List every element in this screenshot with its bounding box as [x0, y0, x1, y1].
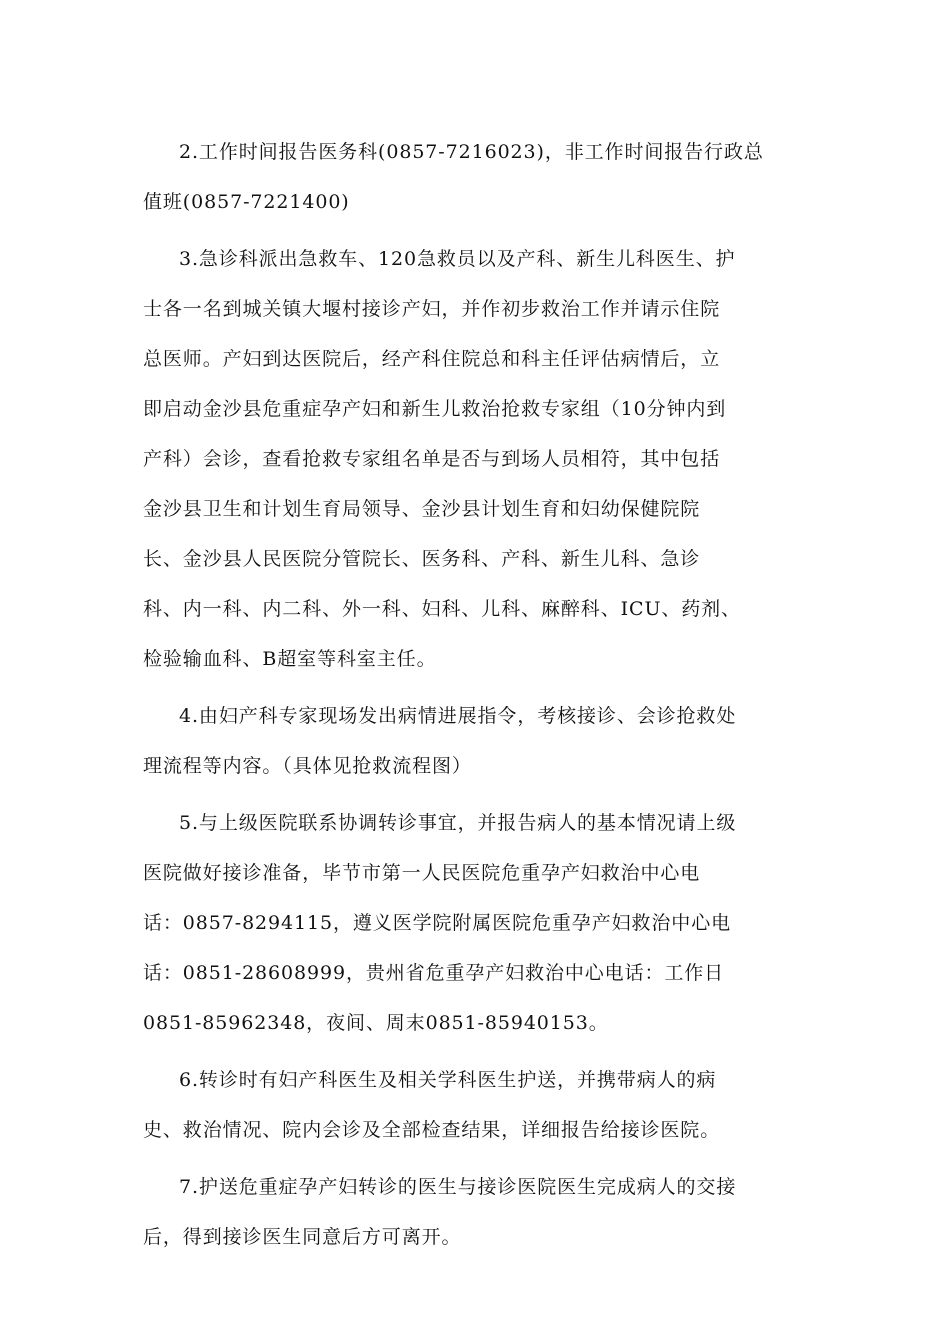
paragraph-item-2 — [143, 127, 807, 227]
text-line: 7.护送危重症孕产妇转诊的医生与接诊医院医生完成病人的交接 — [179, 1176, 737, 1198]
text-line: 4.由妇产科专家现场发出病情进展指令，考核接诊、会诊抢救处 — [179, 705, 737, 727]
text-line: 科、内一科、内二科、外一科、妇科、儿科、麻醉科、ICU、药剂、 — [143, 598, 741, 620]
text-line: 金沙县卫生和计划生育局领导、金沙县计划生育和妇幼保健院院 — [143, 498, 701, 520]
text-line: 史、救治情况、院内会诊及全部检查结果，详细报告给接诊医院。 — [143, 1119, 721, 1141]
paragraph-item-6 — [143, 1055, 807, 1155]
text-line: 即启动金沙县危重症孕产妇和新生儿救治抢救专家组（10分钟内到 — [143, 398, 727, 420]
text-line: 检验输血科、B超室等科室主任。 — [143, 648, 437, 670]
text-line: 后，得到接诊医生同意后方可离开。 — [143, 1226, 462, 1248]
text-line: 话：0851-28608999，贵州省危重孕产妇救治中心电话：工作日 — [143, 962, 725, 984]
paragraph-item-3 — [143, 234, 807, 684]
paragraph-item-7 — [143, 1162, 807, 1262]
text-line: 产科）会诊，查看抢救专家组名单是否与到场人员相符，其中包括 — [143, 448, 721, 470]
paragraph-item-5 — [143, 798, 807, 1048]
text-line: 总医师。产妇到达医院后，经产科住院总和科主任评估病情后，立 — [143, 348, 721, 370]
text-line: 医院做好接诊准备，毕节市第一人民医院危重孕产妇救治中心电 — [143, 862, 701, 884]
text-line: 话：0857-8294115，遵义医学院附属医院危重孕产妇救治中心电 — [143, 912, 731, 934]
document-body — [143, 127, 807, 1269]
text-line: 2.工作时间报告医务科(0857-7216023)，非工作时间报告行政总 — [179, 141, 764, 163]
text-line: 值班(0857-7221400) — [143, 191, 350, 213]
text-line: 长、金沙县人民医院分管院长、医务科、产科、新生儿科、急诊 — [143, 548, 701, 570]
paragraph-item-4 — [143, 691, 807, 791]
text-line: 6.转诊时有妇产科医生及相关学科医生护送，并携带病人的病 — [179, 1069, 717, 1091]
text-line: 0851-85962348，夜间、周末0851-85940153。 — [143, 1012, 609, 1034]
text-line: 理流程等内容。（具体见抢救流程图） — [143, 755, 472, 777]
text-line: 士各一名到城关镇大堰村接诊产妇，并作初步救治工作并请示住院 — [143, 298, 721, 320]
text-line: 3.急诊科派出急救车、120急救员以及产科、新生儿科医生、护 — [179, 248, 736, 270]
text-line: 5.与上级医院联系协调转诊事宜，并报告病人的基本情况请上级 — [179, 812, 737, 834]
